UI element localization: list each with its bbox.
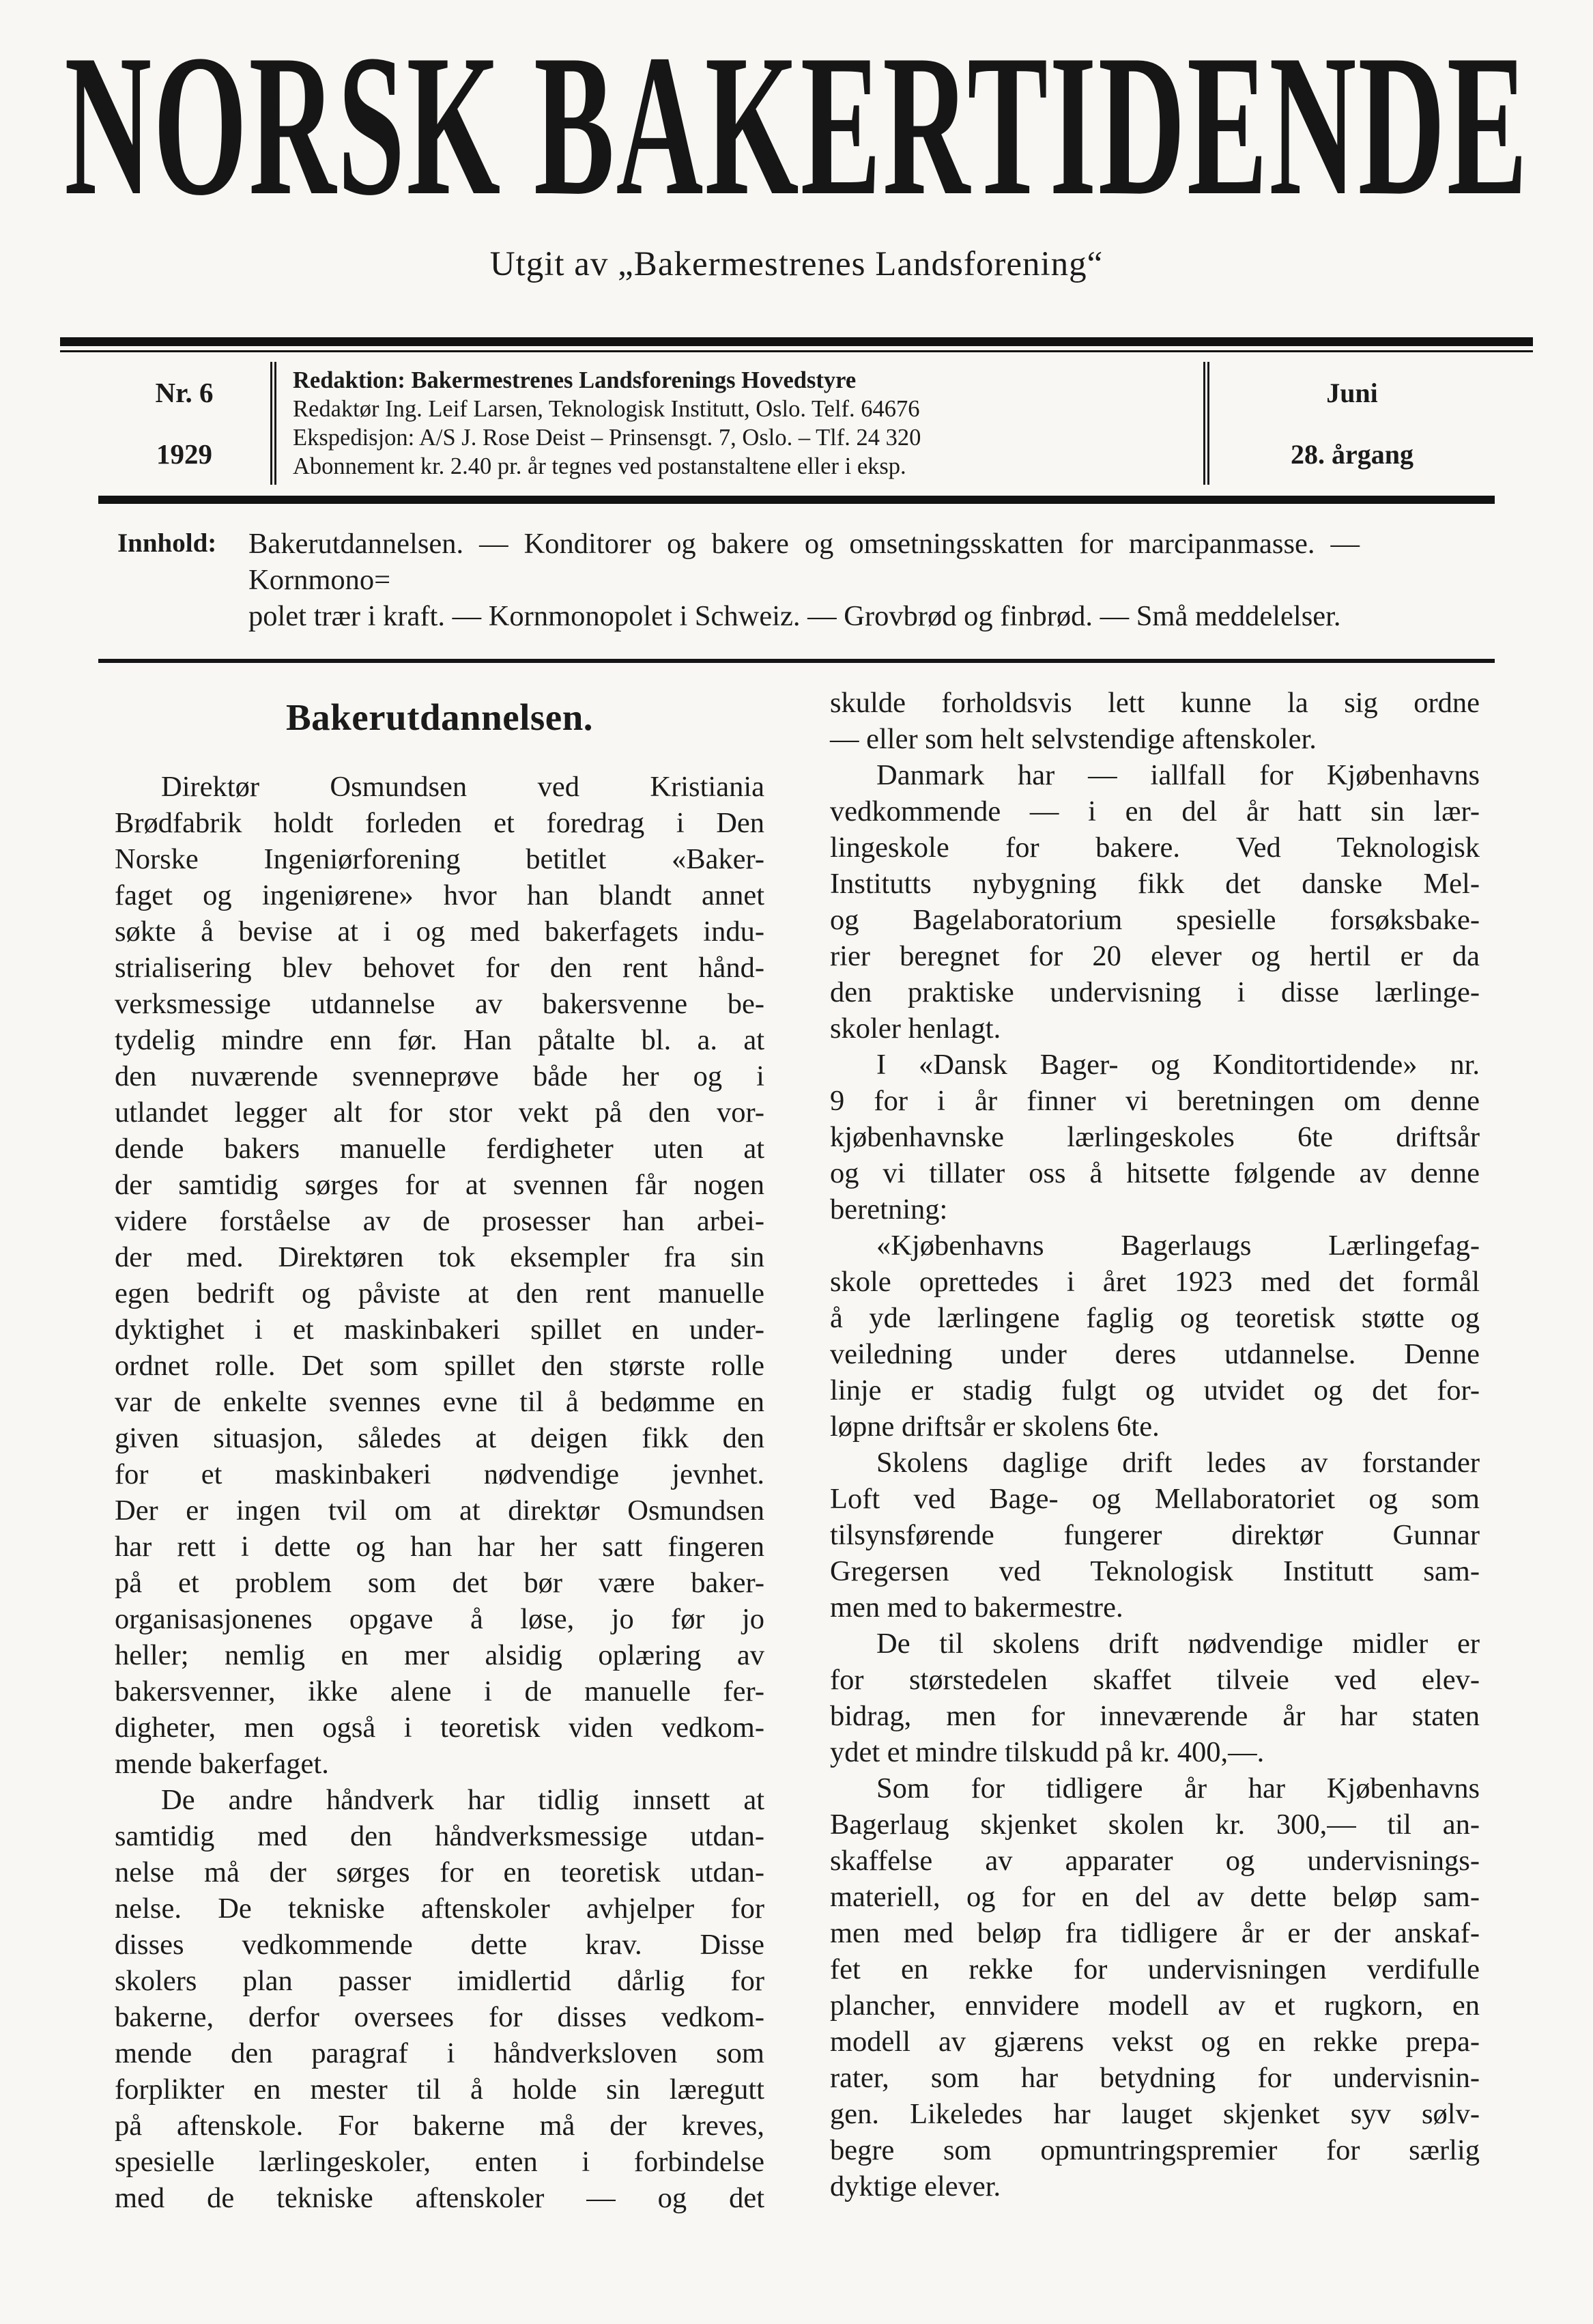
text-line: samtidig med den håndverksmessige utdan-: [115, 1820, 764, 1852]
text-line: løpne driftsår er skolens 6te.: [830, 1411, 1160, 1443]
paragraph: [830, 685, 1480, 757]
issue-number: Nr. 6: [155, 377, 214, 408]
left-column-text: [115, 769, 764, 2216]
text-line: mende den paragraf i håndverksloven som: [115, 2037, 764, 2069]
text-line: videre forståelse av de prosesser han arbei-: [115, 1205, 764, 1237]
text-line: materiell, og for en del av dette beløp sam-: [830, 1881, 1480, 1913]
text-line: å yde lærlingene faglig og teoretisk støtte og: [830, 1302, 1480, 1334]
paragraph: [830, 1626, 1480, 1770]
contents-section: [98, 526, 1495, 634]
text-line: Danmark har — iallfall for Kjøbenhavns: [876, 759, 1480, 791]
editorial-line: Ekspedisjon: A/S J. Rose Deist – Prinsensgt. 7, Oslo. – Tlf. 24 320: [293, 425, 921, 451]
paragraph: [830, 1445, 1480, 1626]
article-body: [98, 685, 1495, 2216]
text-line: der med. Direktøren tok eksempler fra sin: [115, 1241, 764, 1273]
text-line: given situasjon, således at deigen fikk den: [115, 1422, 764, 1454]
text-line: skulde forholdsvis lett kunne la sig ordne: [830, 687, 1480, 719]
text-line: De til skolens drift nødvendige midler er: [876, 1628, 1480, 1660]
text-line: De andre håndverk har tidlig innsett at: [161, 1784, 764, 1816]
text-line: skaffelse av apparater og undervisnings-: [830, 1845, 1480, 1877]
issue-year: 1929: [156, 438, 212, 470]
paragraph: [115, 1782, 764, 2216]
right-column: [830, 685, 1480, 2216]
text-line: tydelig mindre enn før. Han påtalte bl. a. at: [115, 1024, 764, 1056]
paragraph: [830, 1228, 1480, 1445]
text-line: har rett i dette og han har her satt fingeren: [115, 1531, 764, 1563]
text-line: ordnet rolle. Det som spillet den største rolle: [115, 1350, 764, 1382]
editorial-cell: [270, 362, 1209, 485]
text-line: vedkommende — i en del år hatt sin lær-: [830, 795, 1480, 827]
contents-label: Innhold:: [117, 528, 217, 558]
text-line: faget og ingeniørene» hvor han blandt annet: [115, 879, 764, 911]
text-line: begre som opmuntringspremier for særlig: [830, 2134, 1480, 2166]
paragraph: [830, 757, 1480, 1047]
text-line: og vi tillater oss å hitsette følgende av denne: [830, 1157, 1480, 1189]
text-line: 9 for i år finner vi beretningen om denne: [830, 1085, 1480, 1117]
text-line: dyktighet i et maskinbakeri spillet en under-: [115, 1314, 764, 1346]
editorial-line: Abonnement kr. 2.40 pr. år tegnes ved postanstaltene eller i eksp.: [293, 453, 906, 479]
text-line: på aftenskole. For bakerne må der kreves,: [115, 2110, 764, 2142]
text-line: men med beløp fra tidligere år er der anskaf-: [830, 1917, 1480, 1949]
text-line: Institutts nybygning fikk det danske Mel-: [830, 868, 1480, 900]
text-line: kjøbenhavnske lærlingeskoles 6te driftsår: [830, 1121, 1480, 1153]
text-line: den nuværende svenneprøve både her og i: [115, 1060, 764, 1092]
masthead-box: [98, 352, 1495, 496]
editorial-line: Redaktør Ing. Leif Larsen, Teknologisk Institutt, Oslo. Telf. 64676: [293, 396, 920, 422]
text-line: på et problem som det bør være baker-: [115, 1567, 764, 1599]
editorial-line: Redaktion: Bakermestrenes Landsforenings Hovedstyre: [293, 367, 857, 393]
text-line: bakerne, derfor oversees for disses vedkom-: [115, 2001, 764, 2033]
text-line: Skolens daglige drift ledes av forstander: [876, 1447, 1480, 1479]
text-line: rier beregnet for 20 elever og hertil er da: [830, 940, 1480, 972]
text-line: var de enkelte svennes evne til å bedømme en: [115, 1386, 764, 1418]
text-line: strialisering blev behovet for den rent hånd-: [115, 952, 764, 984]
text-line: heller; nemlig en mer alsidig oplæring av: [115, 1639, 764, 1671]
text-line: der samtidig sørges for at svennen får nogen: [115, 1169, 764, 1201]
text-line: fet en rekke for undervisningen verdifulle: [830, 1953, 1480, 1985]
edition-volume: 28. årgang: [1291, 438, 1413, 470]
text-line: verksmessige utdannelse av bakersvenne be-: [115, 988, 764, 1020]
page-title: NORSK BAKERTIDENDE: [64, 13, 1529, 238]
paragraph: [830, 1770, 1480, 2205]
contents-text: [248, 526, 1360, 634]
text-line: lingeskole for bakere. Ved Teknologisk: [830, 832, 1480, 864]
text-line: nelse. De tekniske aftenskoler avhjelper for: [115, 1893, 764, 1925]
masthead-bottom-rule: [98, 496, 1495, 504]
left-column: [115, 685, 764, 2216]
text-line: bakersvenner, ikke alene i de manuelle fer-: [115, 1675, 764, 1707]
text-line: Brødfabrik holdt forleden et foredrag i Den: [115, 807, 764, 839]
right-column-text: [830, 685, 1480, 2205]
masthead: [60, 13, 1533, 238]
paragraph: [830, 1047, 1480, 1228]
text-line: ydet et mindre tilskudd på kr. 400,—.: [830, 1736, 1265, 1768]
text-line: dyktige elever.: [830, 2170, 1001, 2202]
text-line: Norske Ingeniørforening betitlet «Baker-: [115, 843, 764, 875]
text-line: og Bagelaboratorium spesielle forsøksbake-: [830, 904, 1480, 936]
text-line: bidrag, men for inneværende år har staten: [830, 1700, 1480, 1732]
text-line: Som for tidligere år har Kjøbenhavns: [876, 1772, 1480, 1804]
top-rule-thick: [60, 337, 1533, 346]
text-line: skolers plan passer imidlertid dårlig for: [115, 1965, 764, 1997]
text-line: veiledning under deres utdannelse. Denne: [830, 1338, 1480, 1370]
text-line: Bakerutdannelsen. — Konditorer og bakere og omsetningsskatten for marcipanmasse. — Kornmono=: [248, 528, 1360, 596]
text-line: Direktør Osmundsen ved Kristiania: [161, 771, 764, 803]
text-line: disses vedkommende dette krav. Disse: [115, 1929, 764, 1961]
text-line: mende bakerfaget.: [115, 1748, 329, 1780]
text-line: linje er stadig fulgt og utvidet og det for-: [830, 1374, 1480, 1406]
text-line: rater, som har betydning for undervisnin-: [830, 2062, 1480, 2094]
text-line: I «Dansk Bager- og Konditortidende» nr.: [876, 1049, 1480, 1081]
edition-month: Juni: [1326, 377, 1378, 408]
text-line: med de tekniske aftenskoler — og det: [115, 2182, 764, 2214]
top-rule: [60, 337, 1533, 352]
text-line: modell av gjærens vekst og en rekke prepa-: [830, 2026, 1480, 2058]
text-line: men med to bakermestre.: [830, 1591, 1123, 1624]
contents-rule: [98, 659, 1495, 663]
edition-cell: [1209, 362, 1495, 485]
text-line: organisasjonenes opgave å løse, jo før jo: [115, 1603, 764, 1635]
text-line: Bagerlaug skjenket skolen kr. 300,— til an-: [830, 1809, 1480, 1841]
text-line: skole oprettedes i året 1923 med det formål: [830, 1266, 1480, 1298]
text-line: nelse må der sørges for en teoretisk utdan-: [115, 1856, 764, 1888]
masthead-info: [98, 352, 1495, 2216]
text-line: plancher, ennvidere modell av et rugkorn, en: [830, 1989, 1480, 2022]
text-line: Loft ved Bage- og Mellaboratoriet og som: [830, 1483, 1480, 1515]
text-line: digheter, men også i teoretisk viden vedkom-: [115, 1712, 764, 1744]
text-line: — eller som helt selvstendige aftenskoler.: [830, 723, 1317, 755]
text-line: skoler henlagt.: [830, 1012, 1001, 1045]
text-line: Gregersen ved Teknologisk Institutt sam-: [830, 1555, 1480, 1587]
issue-cell: [98, 362, 270, 485]
text-line: for et maskinbakeri nødvendige jevnhet.: [115, 1458, 764, 1490]
text-line: søkte å bevise at i og med bakerfagets indu-: [115, 916, 764, 948]
text-line: gen. Likeledes har lauget skjenket syv sølv-: [830, 2098, 1480, 2130]
text-line: forplikter en mester til å holde sin læregutt: [115, 2073, 764, 2106]
text-line: utlandet legger alt for stor vekt på den vor-: [115, 1096, 764, 1129]
text-line: beretning:: [830, 1193, 948, 1225]
text-line: spesielle lærlingeskoler, enten i forbindelse: [115, 2146, 764, 2178]
text-line: dende bakers manuelle ferdigheter uten at: [115, 1133, 764, 1165]
paragraph: [248, 526, 1360, 634]
text-line: «Kjøbenhavns Bagerlaugs Lærlingefag-: [876, 1230, 1480, 1262]
masthead-subtitle: Utgit av „Bakermestrenes Landsforening“: [489, 245, 1104, 283]
text-line: polet trær i kraft. — Kornmonopolet i Schweiz. — Grovbrød og finbrød. — Små meddelelser.: [248, 600, 1341, 632]
text-line: for størstedelen skaffet tilveie ved elev-: [830, 1664, 1480, 1696]
text-line: den praktiske undervisning i disse lærlinge-: [830, 976, 1480, 1008]
paragraph: [115, 769, 764, 1782]
text-line: tilsynsførende fungerer direktør Gunnar: [830, 1519, 1480, 1551]
text-line: Der er ingen tvil om at direktør Osmundsen: [115, 1494, 764, 1527]
text-line: egen bedrift og påviste at den rent manuelle: [115, 1277, 764, 1309]
article-heading: Bakerutdannelsen.: [285, 696, 594, 738]
